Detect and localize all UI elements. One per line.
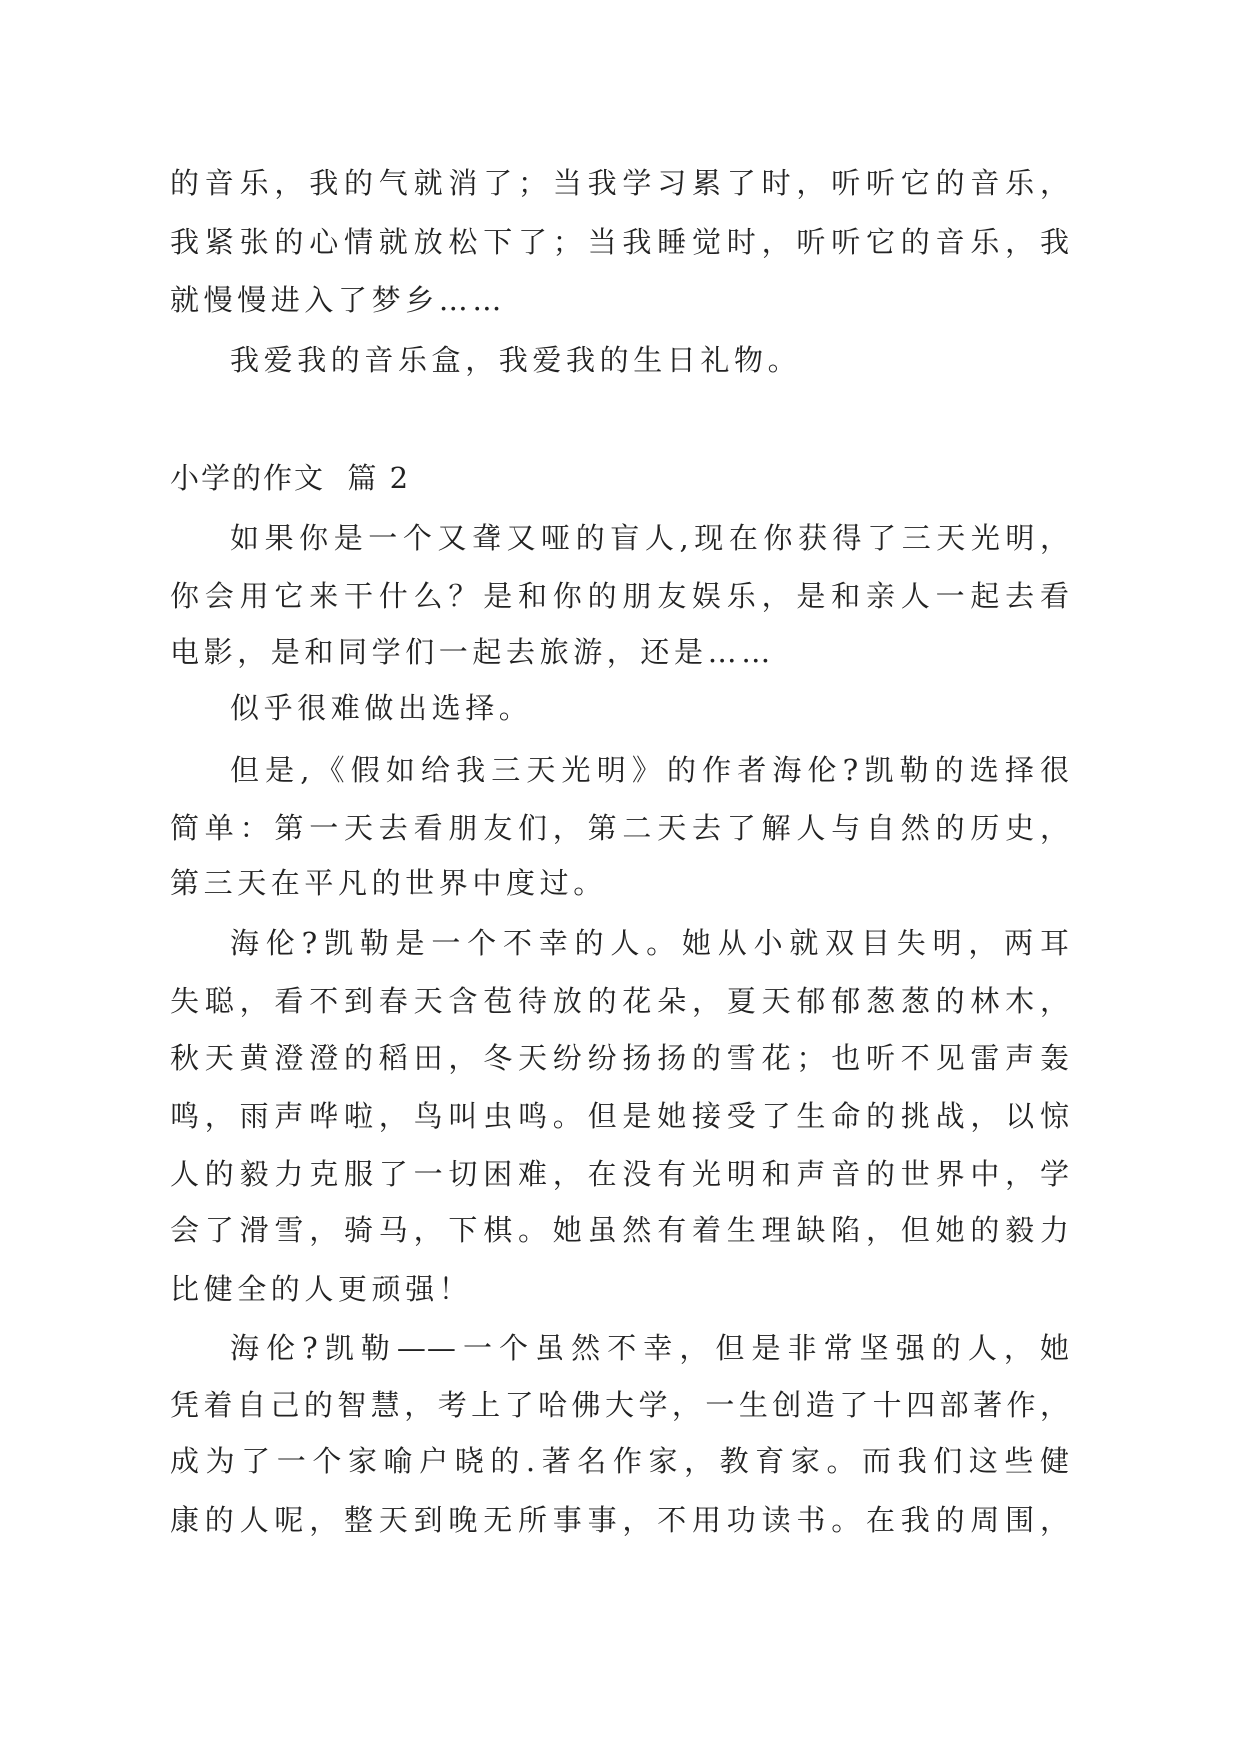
text-line: 失聪，看不到春天含苞待放的花朵，夏天郁郁葱葱的林木， (170, 984, 1070, 1018)
text-line: 海伦?凯勒——一个虽然不幸，但是非常坚强的人，她 (230, 1331, 1070, 1365)
text-line: 电影，是和同学们一起去旅游，还是…… (170, 635, 775, 669)
text-line: 的音乐，我的气就消了；当我学习累了时，听听它的音乐， (170, 166, 1070, 200)
text-line: 我爱我的音乐盒，我爱我的生日礼物。 (230, 343, 802, 377)
text-line: 你会用它来干什么？是和你的朋友娱乐，是和亲人一起去看 (170, 579, 1070, 613)
text-line: 鸣，雨声哗啦，鸟叫虫鸣。但是她接受了生命的挑战，以惊 (170, 1099, 1070, 1133)
text-line: 秋天黄澄澄的稻田，冬天纷纷扬扬的雪花；也听不见雷声轰 (170, 1041, 1070, 1075)
text-line: 康的人呢，整天到晚无所事事，不用功读书。在我的周围， (170, 1503, 1070, 1537)
text-line: 第三天在平凡的世界中度过。 (170, 866, 607, 900)
text-line: 会了滑雪，骑马，下棋。她虽然有着生理缺陷，但她的毅力 (170, 1213, 1070, 1247)
text-line: 比健全的人更顽强！ (170, 1272, 473, 1306)
text-line: 就慢慢进入了梦乡…… (170, 283, 507, 317)
text-line: 但是,《假如给我三天光明》的作者海伦?凯勒的选择很 (230, 753, 1070, 787)
text-line: 人的毅力克服了一切困难，在没有光明和声音的世界中，学 (170, 1157, 1070, 1191)
text-line: 似乎很难做出选择。 (230, 691, 533, 725)
text-line: 凭着自己的智慧，考上了哈佛大学，一生创造了十四部著作， (170, 1388, 1070, 1422)
text-line: 海伦?凯勒是一个不幸的人。她从小就双目失明，两耳 (230, 926, 1070, 960)
text-line: 我紧张的心情就放松下了；当我睡觉时，听听它的音乐，我 (170, 225, 1070, 259)
text-line: 成为了一个家喻户晓的.著名作家，教育家。而我们这些健 (170, 1444, 1070, 1478)
text-line: 如果你是一个又聋又哑的盲人,现在你获得了三天光明， (230, 521, 1070, 555)
text-line: 简单：第一天去看朋友们，第二天去了解人与自然的历史， (170, 811, 1070, 845)
section-heading: 小学的作文 篇 2 (170, 461, 411, 495)
